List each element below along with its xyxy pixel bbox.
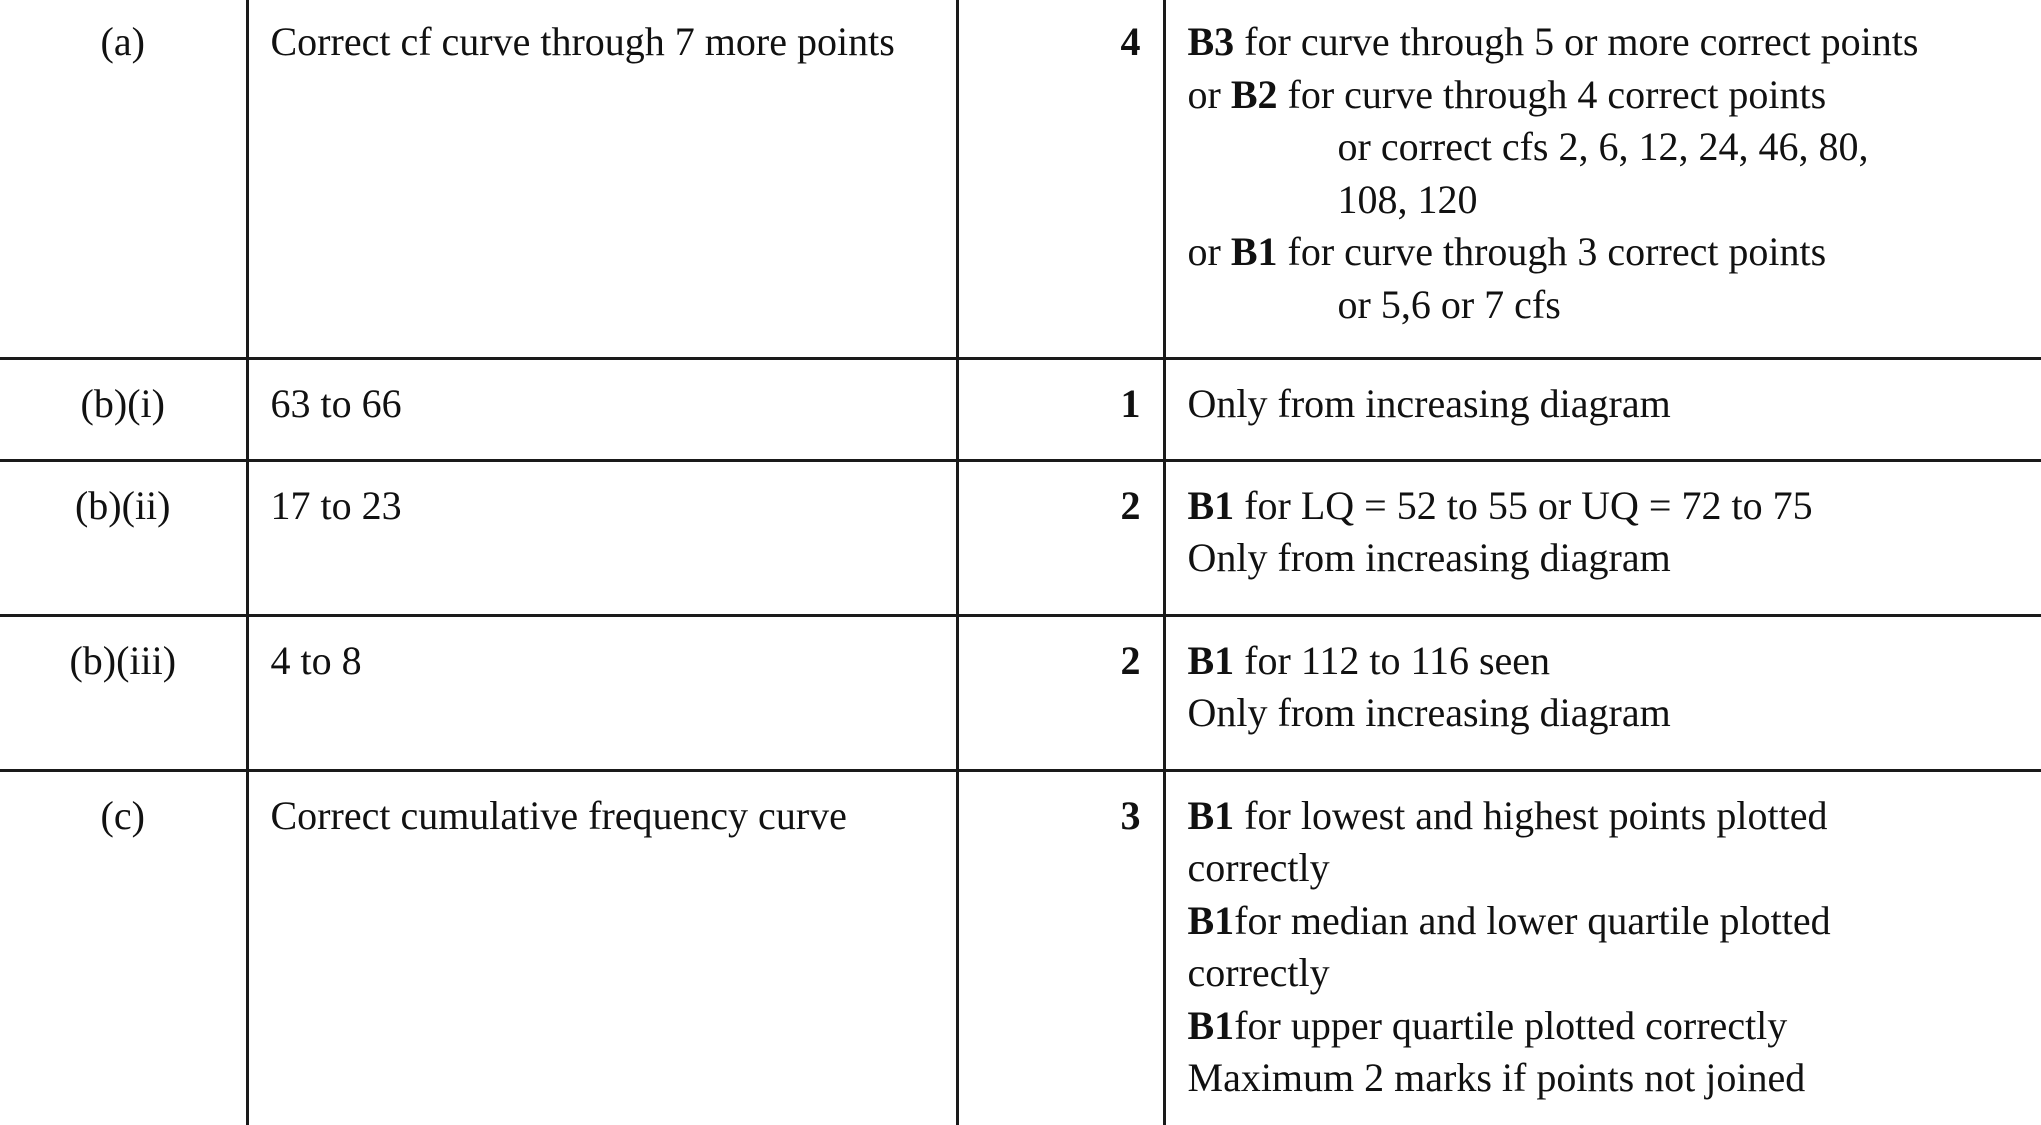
marks-cell: 1 [957, 358, 1164, 460]
note-line: or 5,6 or 7 cfs [1337, 281, 1561, 327]
note-text: for upper quartile plotted correctly [1234, 1002, 1788, 1048]
part-label: (b)(i) [0, 358, 247, 460]
marks-cell: 2 [957, 615, 1164, 770]
marks-cell: 3 [957, 770, 1164, 1125]
answer-text: 4 to 8 [270, 637, 362, 683]
part-label: (b)(ii) [0, 460, 247, 615]
part-label: (a) [0, 0, 247, 358]
note-text: for lowest and highest points plotted [1234, 792, 1828, 838]
note-line: correctly [1187, 950, 1330, 995]
row-a [0, 0, 2041, 358]
note-text: for curve through 5 or more correct points [1234, 19, 1919, 64]
notes-cell [1164, 615, 2041, 770]
answer-cell [247, 0, 957, 358]
note-code: B1 [1187, 1002, 1235, 1048]
answer-text: Correct cf curve through 7 more points [270, 19, 895, 64]
note-line: 108, 120 [1337, 176, 1478, 222]
note-line [1188, 226, 2022, 279]
note-line: Only from increasing diagram [1187, 380, 1671, 426]
part-label: (b)(iii) [0, 615, 247, 770]
row-c [0, 770, 2041, 1125]
answer-cell [247, 615, 957, 770]
note-line [1188, 895, 2022, 948]
notes-cell [1164, 460, 2041, 615]
note-line: or correct cfs 2, 6, 12, 24, 46, 80, [1337, 124, 1869, 169]
notes-cell [1164, 770, 2041, 1125]
note-code: B1 [1187, 792, 1235, 838]
marks-cell: 4 [957, 0, 1164, 358]
note-line [1188, 480, 2022, 533]
note-code: B1 [1187, 637, 1235, 683]
note-code: B1 [1230, 229, 1278, 274]
answer-cell [247, 770, 957, 1125]
answer-text: Correct cumulative frequency curve [270, 792, 847, 838]
row-b-iii [0, 615, 2041, 770]
note-line: Only from increasing diagram [1187, 690, 1671, 735]
note-line: Only from increasing diagram [1187, 535, 1671, 580]
note-line [1188, 790, 2022, 843]
notes-cell [1164, 358, 2041, 460]
note-text: for median and lower quartile plotted [1234, 897, 1831, 943]
note-text: for curve through 3 correct points [1277, 229, 1827, 274]
note-code: B1 [1187, 482, 1235, 528]
answer-cell [247, 460, 957, 615]
note-line: correctly [1187, 845, 1330, 890]
note-code: B3 [1187, 19, 1235, 64]
note-line: Maximum 2 marks if points not joined [1187, 1055, 1806, 1100]
answer-cell [247, 358, 957, 460]
note-text: for 112 to 116 seen [1234, 637, 1551, 683]
note-text: for LQ = 52 to 55 or UQ = 72 to 75 [1234, 482, 1813, 528]
part-label: (c) [0, 770, 247, 1125]
row-b-i [0, 358, 2041, 460]
answer-text: 63 to 66 [270, 380, 402, 426]
note-code: B1 [1187, 897, 1235, 943]
note-line [1188, 635, 2022, 688]
notes-cell [1164, 0, 2041, 358]
row-b-ii [0, 460, 2041, 615]
note-line [1188, 16, 2022, 69]
note-code: B2 [1230, 71, 1278, 117]
note-text: for curve through 4 correct points [1277, 71, 1827, 117]
note-prefix: or [1187, 229, 1231, 274]
marks-cell: 2 [957, 460, 1164, 615]
answer-text: 17 to 23 [270, 482, 402, 528]
note-line [1188, 69, 2022, 122]
note-line [1188, 1000, 2022, 1053]
note-prefix: or [1187, 71, 1231, 117]
